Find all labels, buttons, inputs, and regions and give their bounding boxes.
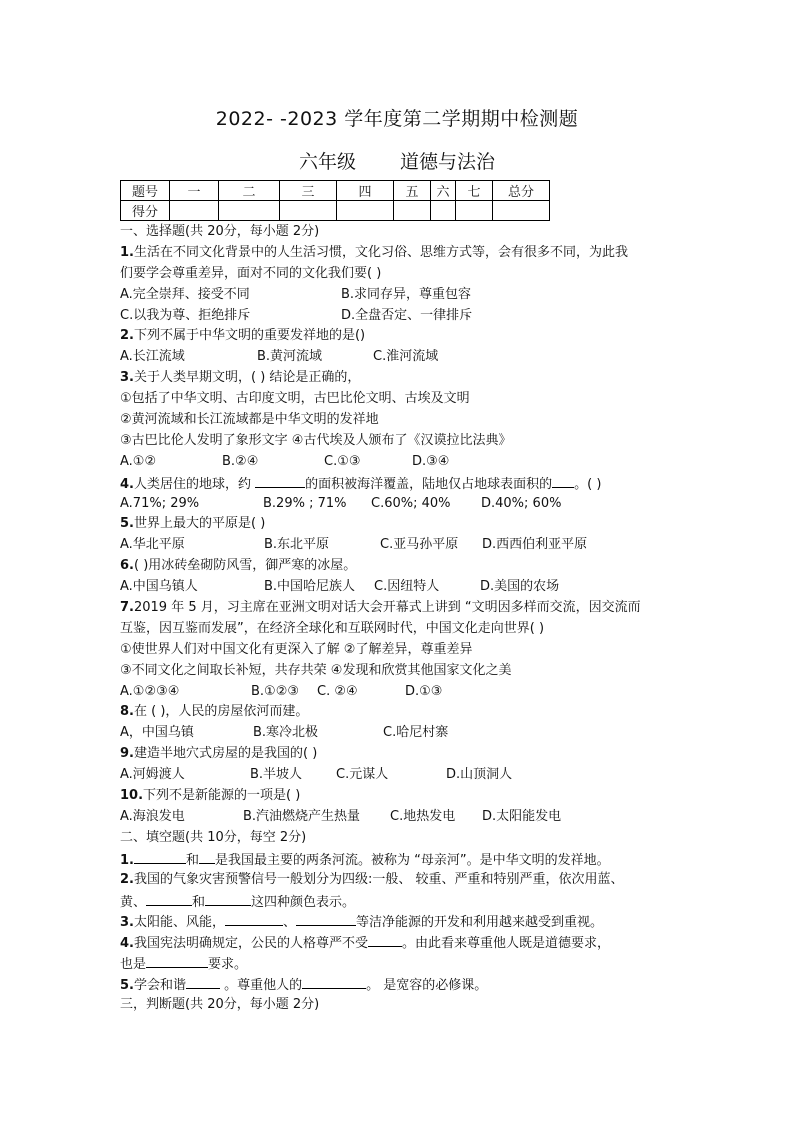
score-header-cell: 六 xyxy=(431,181,456,201)
score-cell[interactable] xyxy=(431,201,456,221)
question-number: 5. xyxy=(120,978,134,994)
q5-options xyxy=(120,535,680,556)
question-number: 2. xyxy=(120,328,134,344)
answer-blank[interactable] xyxy=(552,473,574,488)
q3-options xyxy=(120,452,680,473)
question-number: 3. xyxy=(120,370,134,386)
q1-options-row-2 xyxy=(120,306,680,327)
score-cell[interactable] xyxy=(219,201,280,221)
question-number: 1. xyxy=(120,244,134,260)
option-a[interactable]: A.长江流域 xyxy=(120,349,185,365)
answer-blank[interactable] xyxy=(146,953,208,968)
question-text: 黄、 xyxy=(120,894,147,910)
option-b[interactable]: B.汽油燃烧产生热量 xyxy=(243,808,361,824)
option-d[interactable]: D.太阳能发电 xyxy=(482,808,562,824)
option-a[interactable]: A.①②③④ xyxy=(120,683,180,699)
score-row-label: 得分 xyxy=(121,201,170,221)
score-cell[interactable] xyxy=(280,201,337,221)
score-header-cell: 五 xyxy=(394,181,431,201)
option-a[interactable]: A.河姆渡人 xyxy=(120,767,185,783)
score-header-cell: 总分 xyxy=(493,181,550,201)
score-header-cell: 二 xyxy=(219,181,280,201)
question-9 xyxy=(120,744,680,765)
question-number: 5. xyxy=(120,516,134,532)
exam-content xyxy=(120,222,680,1016)
option-a[interactable]: A.①② xyxy=(120,453,157,469)
answer-blank[interactable] xyxy=(255,473,305,488)
option-c[interactable]: C.①③ xyxy=(324,453,361,469)
option-b[interactable]: B.②④ xyxy=(222,453,259,469)
question-number: 3. xyxy=(120,915,134,931)
question-10 xyxy=(120,786,680,807)
option-b[interactable]: B.半坡人 xyxy=(250,767,303,783)
option-b[interactable]: B.中国哈尼族人 xyxy=(264,579,356,595)
option-b[interactable]: B.①②③ xyxy=(251,683,300,699)
question-text: 太阳能、风能， xyxy=(133,915,225,931)
question-number: 2. xyxy=(120,871,134,887)
question-text: 和 xyxy=(192,894,206,910)
option-a[interactable]: A.中国乌镇人 xyxy=(120,579,198,595)
question-text: 人类居住的地球，约 xyxy=(133,476,256,492)
question-text: 在 ( )，人民的房屋依河而建。 xyxy=(133,704,309,720)
answer-blank[interactable] xyxy=(134,849,186,864)
option-d[interactable]: D.西西伯利亚平原 xyxy=(482,537,588,553)
section-heading: 二、填空题(共 10分，每空 2分) xyxy=(120,829,307,845)
question-text: 、 xyxy=(283,915,297,931)
answer-blank[interactable] xyxy=(225,911,283,926)
q2-options xyxy=(120,347,680,368)
option-c[interactable]: C.元谋人 xyxy=(336,767,389,783)
exam-subtitle xyxy=(0,147,794,174)
fill-2-cont xyxy=(120,891,680,912)
option-c[interactable]: C.以我为尊、拒绝排斥 xyxy=(120,307,251,323)
question-text: 。由此看来尊重他人既是道德要求， xyxy=(402,936,611,952)
q8-options xyxy=(120,723,680,744)
score-cell[interactable] xyxy=(337,201,394,221)
score-cell[interactable] xyxy=(493,201,550,221)
option-c[interactable]: C.因纽特人 xyxy=(374,579,440,595)
question-7-cont: 互鉴，因互鉴而发展”，在经济全球化和互联网时代，中国文化走向世界( ) xyxy=(120,620,545,636)
score-header-cell: 四 xyxy=(337,181,394,201)
question-text: 下列不属于中华文明的重要发祥地的是() xyxy=(133,328,366,344)
option-c[interactable]: C. ②④ xyxy=(317,683,358,699)
question-text: 。( ) xyxy=(574,476,602,492)
q7-statement-2: ③不同文化之间取长补短，共存共荣 ④发现和欣赏其他国家文化之美 xyxy=(120,662,512,678)
question-7 xyxy=(120,598,680,619)
answer-blank[interactable] xyxy=(186,974,220,989)
question-text: 和 xyxy=(185,852,199,868)
q6-options xyxy=(120,577,680,598)
option-c[interactable]: C.哈尼村寨 xyxy=(383,725,449,741)
question-text: 建造半地穴式房屋的是我国的( ) xyxy=(133,746,318,762)
option-c[interactable]: C.地热发电 xyxy=(390,808,456,824)
option-b[interactable]: B.东北平原 xyxy=(264,537,330,553)
q3-statement-3: ③古巴比伦人发明了象形文字 ④古代埃及人颁布了《汉谟拉比法典》 xyxy=(120,432,512,448)
fill-4-cont xyxy=(120,953,680,974)
answer-blank[interactable] xyxy=(146,891,192,906)
question-3 xyxy=(120,368,680,389)
option-d[interactable]: D.山顶洞人 xyxy=(446,767,513,783)
question-text: 我国宪法明确规定，公民的人格尊严不受 xyxy=(133,936,368,952)
option-b[interactable]: B.求同存异，尊重包容 xyxy=(341,286,472,302)
question-text: 关于人类早期文明，( ) 结论是正确的， xyxy=(133,370,361,386)
question-number: 9. xyxy=(120,746,134,762)
question-text: 我国的气象灾害预警信号一般划分为四级:一般、 较重、严重和特别严重，依次用蓝、 xyxy=(133,871,624,887)
answer-blank[interactable] xyxy=(199,849,215,864)
option-d[interactable]: D.全盘否定、一律排斥 xyxy=(341,307,473,323)
score-header-cell: 七 xyxy=(456,181,493,201)
question-6 xyxy=(120,556,680,577)
question-5 xyxy=(120,514,680,535)
question-text: 下列不是新能源的一项是( ) xyxy=(143,788,301,804)
option-d[interactable]: D.①③ xyxy=(405,683,443,699)
question-text: 世界上最大的平原是( ) xyxy=(133,516,266,532)
q7-options xyxy=(120,682,680,703)
option-c[interactable]: C.亚马孙平原 xyxy=(380,537,459,553)
option-d[interactable]: D.③④ xyxy=(412,453,450,469)
q4-options xyxy=(120,494,680,515)
option-a[interactable]: A.海浪发电 xyxy=(120,808,185,824)
question-text: 2019 年 5 月，习主席在亚洲文明对话大会开幕式上讲到 “文明因多样而交流，因交流而 xyxy=(133,600,641,616)
answer-blank[interactable] xyxy=(296,911,356,926)
grade-label: 六年级 xyxy=(298,151,356,173)
score-table-header-row xyxy=(121,181,550,201)
question-text: 。 是宽容的必修课。 xyxy=(366,978,488,994)
question-text: ( )用冰砖垒砌防风雪，御严寒的冰屋。 xyxy=(133,558,357,574)
option-a[interactable]: A.华北平原 xyxy=(120,537,185,553)
q10-options xyxy=(120,807,680,828)
q1-options-row-1 xyxy=(120,285,680,306)
fill-5 xyxy=(120,974,680,995)
score-header-cell: 一 xyxy=(170,181,219,201)
question-number: 6. xyxy=(120,558,134,574)
question-8 xyxy=(120,702,680,723)
score-header-cell: 三 xyxy=(280,181,337,201)
question-2 xyxy=(120,326,680,347)
option-b[interactable]: B.寒冷北极 xyxy=(253,725,319,741)
fill-4 xyxy=(120,932,680,953)
option-c[interactable]: C.淮河流域 xyxy=(373,349,439,365)
score-cell[interactable] xyxy=(456,201,493,221)
fill-1 xyxy=(120,849,680,870)
question-number: 7. xyxy=(120,600,134,616)
question-text: 是我国最主要的两条河流。被称为 “母亲河”。是中华文明的发祥地。 xyxy=(215,852,610,868)
question-number: 4. xyxy=(120,476,134,492)
option-b[interactable]: B.29% ; 71% xyxy=(263,495,347,511)
option-a[interactable]: A.71%; 29% xyxy=(120,495,200,511)
question-text: 这四种颜色表示。 xyxy=(251,894,356,910)
q3-statement-2: ②黄河流域和长江流域都是中华文明的发祥地 xyxy=(120,412,379,428)
option-d[interactable]: D.美国的农场 xyxy=(480,579,560,595)
section-heading: 三，判断题(共 20分，每小题 2分) xyxy=(120,996,320,1012)
option-c[interactable]: C.60%; 40% xyxy=(371,495,451,511)
question-text: 要求。 xyxy=(208,957,248,973)
q9-options xyxy=(120,765,680,786)
question-text: 的面积被海洋覆盖，陆地仅占地球表面积的 xyxy=(305,476,553,492)
section-heading: 一、选择题(共 20分，每小题 2分) xyxy=(120,224,320,239)
score-cell[interactable] xyxy=(170,201,219,221)
q7-statement-1: ①使世界人们对中国文化有更深入了解 ②了解差异，尊重差异 xyxy=(120,641,473,657)
question-text: 生活在不同文化背景中的人生活习惯，文化习俗、思维方式等，会有很多不同，为此我 xyxy=(133,244,628,260)
score-cell[interactable] xyxy=(394,201,431,221)
fill-2 xyxy=(120,870,680,891)
question-number: 4. xyxy=(120,936,134,952)
question-1 xyxy=(120,243,680,264)
option-d[interactable]: D.40%; 60% xyxy=(481,495,562,511)
question-text: 等洁净能源的开发和利用越来越受到重视。 xyxy=(356,915,604,931)
question-text: 也是 xyxy=(120,957,147,973)
question-1-cont: 们要学会尊重差异，面对不同的文化我们要( ) xyxy=(120,265,382,281)
question-text: 学会和谐 xyxy=(133,978,186,994)
fill-3 xyxy=(120,911,680,932)
question-number: 1. xyxy=(120,852,134,868)
answer-blank[interactable] xyxy=(368,932,402,947)
question-text: 。尊重他人的 xyxy=(220,978,303,994)
answer-blank[interactable] xyxy=(205,891,251,906)
answer-blank[interactable] xyxy=(302,974,366,989)
score-table-score-row xyxy=(121,201,550,221)
question-4 xyxy=(120,473,680,494)
score-header-cell: 题号 xyxy=(121,181,170,201)
option-a[interactable]: A，中国乌镇 xyxy=(120,725,194,741)
q3-statement-1: ①包括了中华文明、古印度文明，古巴比伦文明、古埃及文明 xyxy=(120,391,470,407)
score-table xyxy=(120,180,550,221)
option-a[interactable]: A.完全崇拜、接受不同 xyxy=(120,286,250,302)
question-number: 10. xyxy=(120,788,144,804)
subject-label: 道德与法治 xyxy=(400,151,496,173)
option-b[interactable]: B.黄河流域 xyxy=(257,349,323,365)
exam-title: 2022- -2023 学年度第二学期期中检测题 xyxy=(215,108,579,130)
question-number: 8. xyxy=(120,704,134,720)
